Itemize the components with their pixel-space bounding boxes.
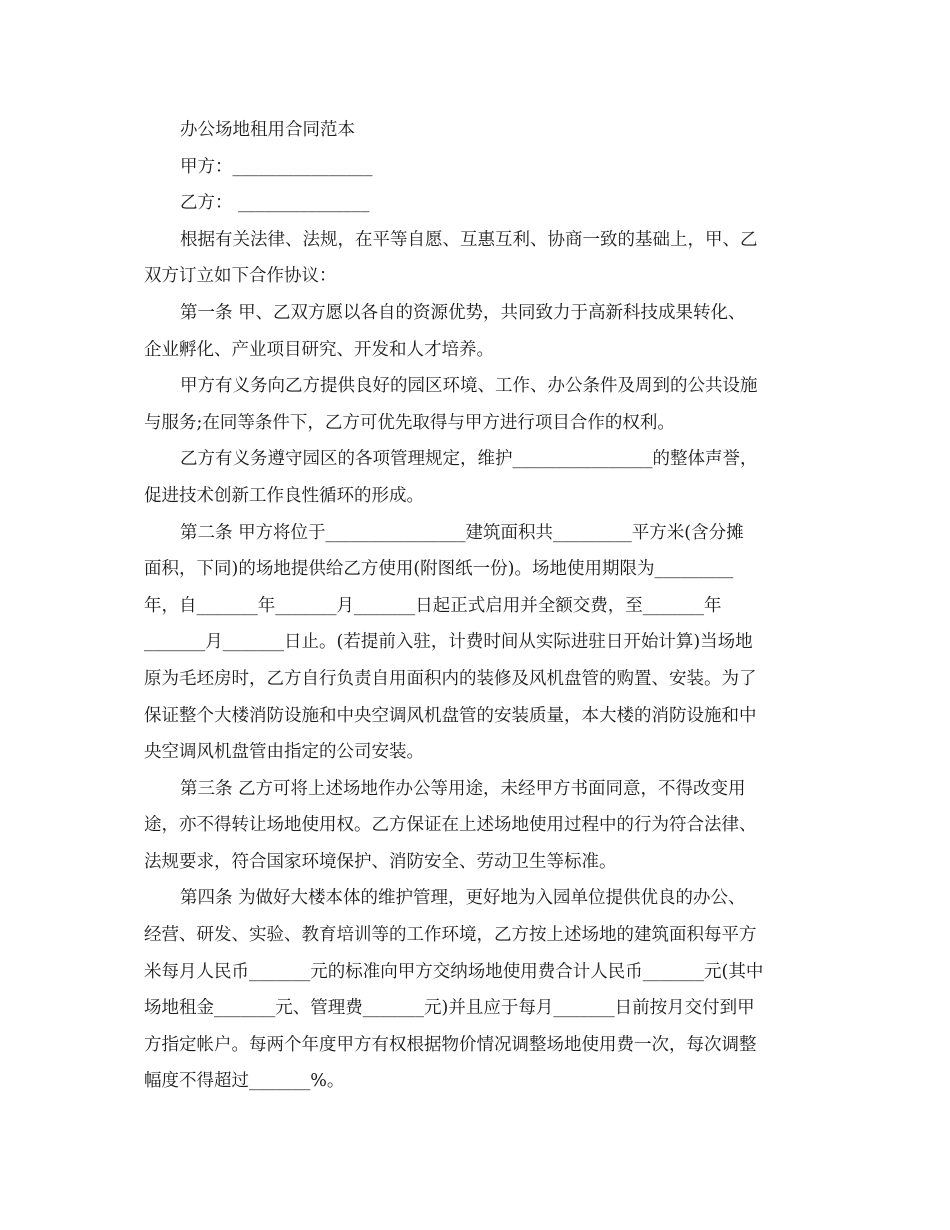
text-line: 促进技术创新工作良性循环的形成。 [144,485,424,506]
text-line: 乙方： _______________ [180,193,370,214]
text-line: 甲方有义务向乙方提供良好的园区环境、工作、办公条件及周到的公共设施 [180,376,758,397]
text-line: 第二条 甲方将位于________________建筑面积共_________平方米(含分摊 [180,522,744,543]
text-line: 第一条 甲、乙双方愿以各自的资源优势，共同致力于高新科技成果转化、 [180,302,746,323]
text-line: 央空调风机盘管由指定的公司安装。 [144,742,424,763]
contract-document [144,112,809,1100]
text-line: 经营、研发、实验、教育培训等的工作环境，乙方按上述场地的建筑面积每平方 [144,925,757,946]
text-line: 双方订立如下合作协议： [144,266,337,287]
text-line: 年，自_______年_______月_______日起正式启用并全额交费，至_______年 [144,595,722,616]
text-line: 企业孵化、产业项目研究、开发和人才培养。 [144,339,494,360]
text-line: 保证整个大楼消防设施和中央空调风机盘管的安装质量，本大楼的消防设施和中 [144,705,757,726]
text-line: 场地租金_______元、管理费_______元)并且应于每月_______日前按月交付到甲 [144,998,755,1019]
text-line: 甲方：________________ [180,156,373,177]
text-line: 第四条 为做好大楼本体的维护管理，更好地为入园单位提供优良的办公、 [180,888,746,909]
text-line: 幅度不得超过_______%。 [144,1071,345,1092]
document-title: 办公场地租用合同范本 [180,120,355,140]
text-line: 米每月人民币_______元的标准向甲方交纳场地使用费合计人民币_______元(其中 [144,961,764,982]
text-line: 第三条 乙方可将上述场地作办公等用途，未经甲方书面同意，不得改变用 [180,778,746,799]
text-line: 乙方有义务遵守园区的各项管理规定，维护________________的整体声誉， [180,449,758,470]
text-line: 法规要求，符合国家环境保护、消防安全、劳动卫生等标准。 [144,851,617,872]
text-line: 面积，下同)的场地提供给乙方使用(附图纸一份)。场地使用期限为_________ [144,559,734,580]
text-line: 原为毛坯房时，乙方自行负责自用面积内的装修及风机盘管的购置、安装。为了 [144,668,757,689]
text-line: 方指定帐户。每两个年度甲方有权根据物价情况调整场地使用费一次，每次调整 [144,1034,757,1055]
text-line: 途，亦不得转让场地使用权。乙方保证在上述场地使用过程中的行为符合法律、 [144,815,757,836]
text-line: 根据有关法律、法规，在平等自愿、互惠互利、协商一致的基础上，甲、乙 [180,229,758,250]
text-line: _______月_______日止。(若提前入驻，计费时间从实际进驻日开始计算)当场地 [144,632,753,653]
text-line: 与服务;在同等条件下，乙方可优先取得与甲方进行项目合作的权利。 [144,412,675,433]
